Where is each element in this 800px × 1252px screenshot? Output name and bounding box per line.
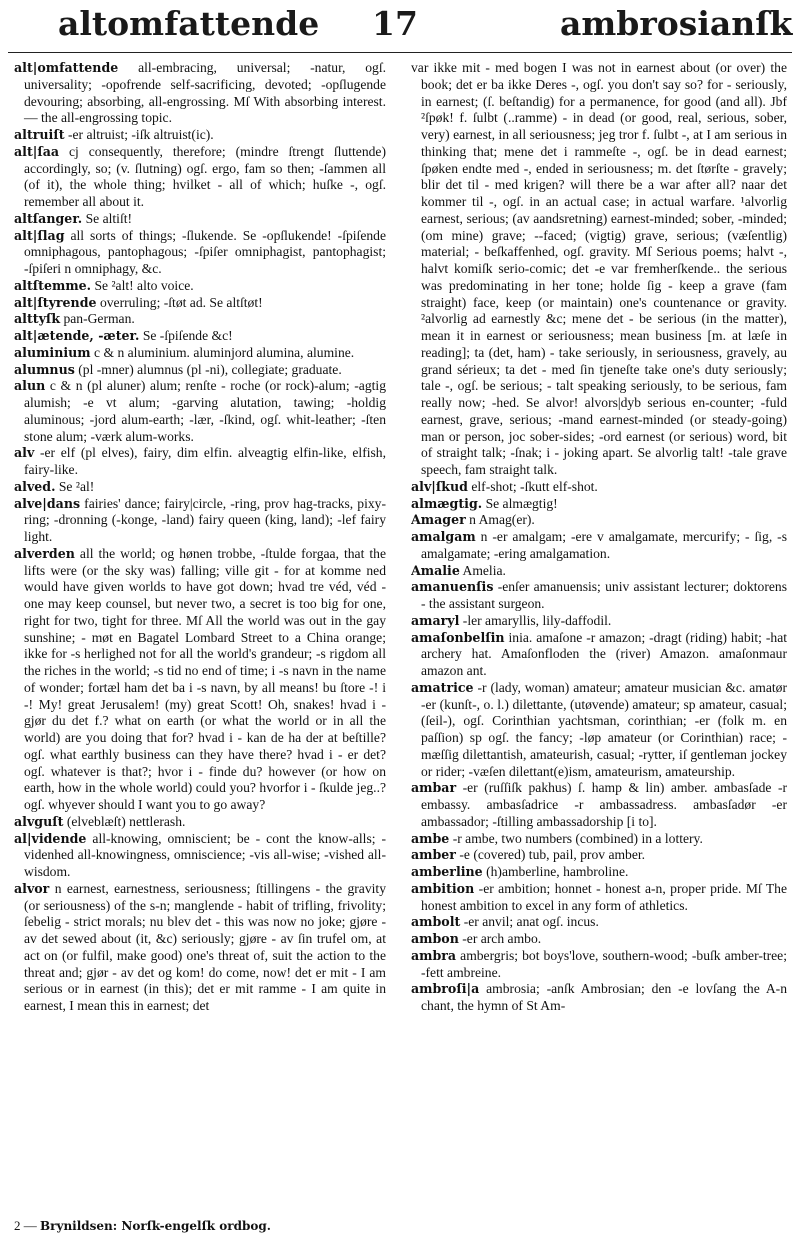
entry-headword: amanuenſis [411,579,494,595]
entry-definition: (h)amberline, hambroline. [486,864,629,879]
dictionary-entry [411,60,787,479]
dictionary-entry [411,981,787,1015]
dictionary-entry [14,362,386,379]
entry-definition: all the world; og hønen trobbe, -ſtulde forgaa, that the lifts were (or the sky was) falling; ville git - for at komme ned would have given worlds to have got down; hvad tre véd, véd - one may keep counsel, but never two, a secret is too big for one, right for two, tight for three. Mſ All the world was out in the gay sunshine; - møt en Bagatel Lombard Street to a China orange; ikke for -s herlighed not for all the world's grandeur; -s rigdom all the riches in the world; -s tid no end of time; i -s navn in the name of wonder; fortæl ham det ba i -s navn, by all means! bu ſtore -! i -! My! great Jerusalem! (my) great Scott! Oh, snakes! hvad i - gjør du det f.? what on earth (or what the world or in all the world) are you doing that for? hvad i - kan de ha der at beſtille? ogſ. what earthly business can they have there? hvad i - er det? ogſ. whatever is that?; hvor i - finde du? however (or how on earth, how in the whole world) could you? hvorfor i - ſkulde jeg..? ogſ. whyever should I want you to go away? [24,545,386,812]
entry-definition: (elveblæſt) nettlerash. [66,813,186,829]
entry-headword: ambra [411,947,457,963]
entry-definition: var ikke mit - med bogen I was not in earnest about (or over) the book; det er ba ikke Deres -, ogſ. you don't say so? for - seriously, in earnest; (ſ. beſtandig) for a permanence, for good (and all). Jbf ²ſpøk! f. ſulbt (..ramme) - in dead (or good, real, serious, sober, very) earnest, in all seriousness; jeg tror f. ſulbt -, at I am serious in thinking that; mene det i rammeſte -, ogſ. be in dead earnest; ſpøken endte med -, ended in seriousness; m. det ſtørſte - gravely; blir det til - med krigen? will there be a war after all? naar det kommer til -, ogſ. in an actual case; in actual warfare. ¹alvorlig earnest, serious; (av aandsretning) earnest-minded; sober, -minded; (om mine) grave; --faced; (vigtig) grave, serious; (væſentlig) material; - beſkaffenhed, ogſ. gravity. Mſ Serious poems; halvt -, halvt komiſk serio-comic; det -e var fremherſkende.. the serious was predominating in her tone; holde ſig - keep a grave (fam straight) face, keep (or maintain) one's countenance or gravity. ²alvorlig ad earnestly &c; mene det - be serious (in the matter), mean it in earnest or seriousness; mean business [m. at læſe in reading]; ta (det, ham) - take seriously, in seriousness, gravely, au grand sérieux; ta det - med ſin tjeneſte take one's duty seriously; tale -, ogſ. be serious; - talt speaking seriously, to be serious, fam really now; -hed. Se alvor! alvors|dyb serious en-counter; -fuld earnest, grave, serious; -mand earnest-minded (or steady-going) man or person, joc sober-sides; -ord earnest (or serious) word, bit of straight talk; -ſnak; i - joking apart. Se alvorlig talt! -tale grave speech, fam straight talk. [411,60,787,477]
entry-headword: alumnus [14,361,75,377]
entry-definition: pan-German. [63,311,135,327]
entry-definition: -er anvil; anat ogſ. incus. [463,914,599,930]
dictionary-entry [411,864,787,881]
entry-headword: alttyſk [14,311,61,327]
entry-headword: amberline [411,864,483,879]
dictionary-entry [14,60,386,127]
entry-definition: fairies' dance; fairy|circle, -ring, prov hag-tracks, pixy-ring; -dronning (-konge, -land) fairy queen (king, land); -lef fairy light. [24,495,386,544]
dictionary-entry [411,680,787,781]
dictionary-entry [14,831,386,881]
dictionary-entry [411,613,787,630]
entry-definition: -er elf (pl elves), fairy, dim elfin. alveagtig elfin-like, elfish, fairy-like. [24,445,386,477]
entry-headword: aluminium [14,344,91,360]
entry-definition: n -er amalgam; -ere v amalgamate, mercurify; - ſig, -s amalgamate; -ering amalgamation. [421,529,787,561]
entry-definition: all sorts of things; -ſlukende. Se -opſlukende! -ſpiſende omniphagous, pantophagous; -ſpiſer omniphagist, pantophagist; -ſpiſeri n omniphagy, &c. [24,227,386,276]
entry-definition: ambrosia; -anſk Ambrosian; den -e lovſang the A-n chant, the hymn of St Am- [421,981,787,1013]
entry-definition: -er arch ambo. [462,931,542,946]
entry-headword: amber [411,847,456,863]
page-number: 17 [372,4,418,43]
entry-definition: Se almægtig! [485,495,558,511]
dictionary-entry [411,831,787,848]
entry-definition: c & n aluminium. aluminjord alumina, alumine. [94,344,355,360]
entry-headword: alt|ſtyrende [14,294,97,310]
entry-headword: alv [14,445,35,461]
dictionary-entry [411,529,787,563]
entry-definition: -er (ruſſiſk pakhus) ſ. hamp & lin) amber. ambasſade -r embassy. ambasſadrice -r ambassadress. ambasſadør -er ambassador; -ſtilling ambassadorship [i to]. [421,780,787,829]
entry-definition: ambergris; bot boys'love, southern-wood; -buſk amber-tree; -fett ambreine. [421,947,787,980]
entry-headword: ambar [411,780,457,796]
entry-definition: n earnest, earnestness, seriousness; ſtillingens - the gravity (or seriousness) of the s-n; manglende - habit of trifling, frivolity; ſebelig - strict morals; nu blev det - this was now no joke; gjøre - av det sewed about (it, &c) seriously; gjøre - av ſin trufel om, at act on (or fulfil, make good) one's threat of, suit the action to the threat and; gjør - av det og kom! do come, now! det er mit - I am serious or in earnest (in this); det er mit ramme - I am quite in earnest, I mean this in earnest; det [24,880,386,1013]
entry-definition: Se -ſpiſende &c! [142,328,233,343]
left-column [14,60,386,1210]
dictionary-entry [14,311,386,328]
footer-dash: — [23,1218,37,1233]
dictionary-entry [411,563,787,580]
header-right-guide-word: ambrosianſk [560,4,793,43]
entry-definition: Se ²alt! alto voice. [94,277,194,293]
dictionary-entry [14,479,386,496]
entry-headword: ambroſi|a [411,981,480,997]
entry-headword: alv|ſkud [411,478,468,494]
entry-headword: alve|dans [14,495,81,511]
entry-definition: Se ²al! [58,478,95,494]
header-left-guide-word: altomfattende [58,4,320,43]
dictionary-entry [14,127,386,144]
page-header [0,4,800,50]
entry-headword: alt|ſaa [14,143,60,159]
entry-definition: c & n (pl aluner) alum; renſte - roche (or rock)-alum; -agtig alumish; -e vt alum; -garving alutation, tawing; -holdig aluminous; -jord alum-earth; -lær, -ſkind, ogſ. whit-leather; -ſten stone alum; -værk alum-works. [24,378,386,444]
entry-definition: inia. amaſone -r amazon; -dragt (riding) habit; -hat archery hat. Amaſonfloden the (river) Amazon. amaſonmaur amazon ant. [421,629,787,678]
entry-headword: altſanger. [14,210,83,226]
footer-book-title: Brynildsen: Norſk-engelſk ordbog. [40,1219,271,1233]
page-footer [14,1218,271,1234]
entry-headword: ambon [411,931,459,946]
entry-headword: Amager [411,512,466,528]
dictionary-entry [14,211,386,228]
entry-headword: altruiſt [14,127,65,142]
entry-definition: all-knowing, omniscient; be - cont the know-alls; -videnhed all-knowingness, omniscience; -vis all-wise; -vished all-wisdom. [24,830,386,879]
entry-definition: (pl -mner) alumnus (pl -ni), collegiate; graduate. [78,361,342,377]
entry-definition: -r ambe, two numbers (combined) in a lottery. [452,830,703,846]
entry-headword: amalgam [411,529,476,544]
entry-definition: all-embracing, universal; -natur, ogſ. universality; -opofrende self-sacrificing, devoted; -opſlugende devouring; absorbing, all-engrossing. Mſ With absorbing interest. — the all-engrossing topic. [24,60,386,126]
entry-headword: al|vidende [14,830,87,846]
dictionary-entry [14,345,386,362]
dictionary-entry [411,780,787,830]
dictionary-entry [14,278,386,295]
entry-headword: alt|ætende, -æter. [14,328,140,343]
entry-definition: -enſer amanuensis; univ assistant lecturer; doktorens - the assistant surgeon. [421,579,787,611]
entry-headword: ambition [411,880,475,896]
header-rule [8,52,792,53]
entry-headword: alved. [14,478,56,494]
entry-definition: cj consequently, therefore; (mindre ſtrengt ſluttende) accordingly, so; (v. ſlutning) ogſ. ergo, fam so then; -ſammen all (of it), the whole thing; hvilket - all of which; huſke -, ogſ. remember all about it. [24,143,386,209]
entry-headword: altſtemme. [14,277,92,293]
dictionary-entry [14,445,386,479]
entry-headword: almægtig. [411,495,483,511]
dictionary-entry [411,630,787,680]
entry-definition: -ler amaryllis, lily-daffodil. [462,612,612,628]
dictionary-entry [14,496,386,546]
dictionary-entry [14,881,386,1015]
dictionary-entry [14,228,386,278]
entry-headword: alt|ſlag [14,227,65,243]
entry-definition: overruling; -ſtøt ad. Se altſtøt! [99,294,263,310]
entry-headword: alt|omfattende [14,60,119,75]
entry-headword: amatrice [411,679,474,695]
dictionary-entry [411,579,787,613]
entry-definition: -er ambition; honnet - honest a-n, proper pride. Mſ The honest ambition to excel in any form of athletics. [421,880,787,913]
entry-definition: Se altiſt! [85,210,133,226]
entry-headword: amaryl [411,612,460,628]
entry-headword: amaſonbelſin [411,629,505,645]
entry-headword: alverden [14,545,75,561]
entry-headword: Amalie [411,562,460,578]
dictionary-entry [411,479,787,496]
dictionary-entry [14,295,386,312]
entry-definition: elf-shot; -ſkutt elf-shot. [471,478,598,494]
dictionary-entry [411,512,787,529]
dictionary-entry [411,914,787,931]
right-column [411,60,787,1210]
footer-signature-number: 2 [14,1218,21,1233]
dictionary-entry [14,814,386,831]
entry-headword: alun [14,378,46,394]
entry-definition: -er altruist; -iſk altruist(ic). [67,127,214,142]
dictionary-entry [14,546,386,814]
entry-headword: alvguſt [14,813,64,829]
dictionary-entry [14,378,386,445]
dictionary-entry [411,931,787,948]
entry-definition: n Amag(er). [469,512,535,528]
dictionary-entry [14,144,386,211]
dictionary-entry [411,948,787,982]
dictionary-entry [411,847,787,864]
dictionary-entry [411,881,787,915]
entry-definition: Amelia. [462,562,506,578]
dictionary-entry [14,328,386,345]
entry-definition: -e (covered) tub, pail, prov amber. [459,847,646,863]
entry-headword: alvor [14,880,50,896]
dictionary-entry [411,496,787,513]
entry-headword: ambe [411,830,450,846]
entry-definition: -r (lady, woman) amateur; amateur musician &c. amatør -er (kunſt-, o. l.) dilettante, (utøvende) amateur; sp amateur, casual; (ſeil-), ogſ. Corinthian yachtsman, corinthian; -er (folk m. en paſſion) sp ogſ. the fancy; -løp amateur (or Corinthian) race; -mæſſig dilettantish, amateurish, casual; -rytter, iſ gentleman jockey or rider; -væſen dilettant(e)ism, amateurism, amateurship. [421,679,787,779]
entry-headword: ambolt [411,914,461,930]
